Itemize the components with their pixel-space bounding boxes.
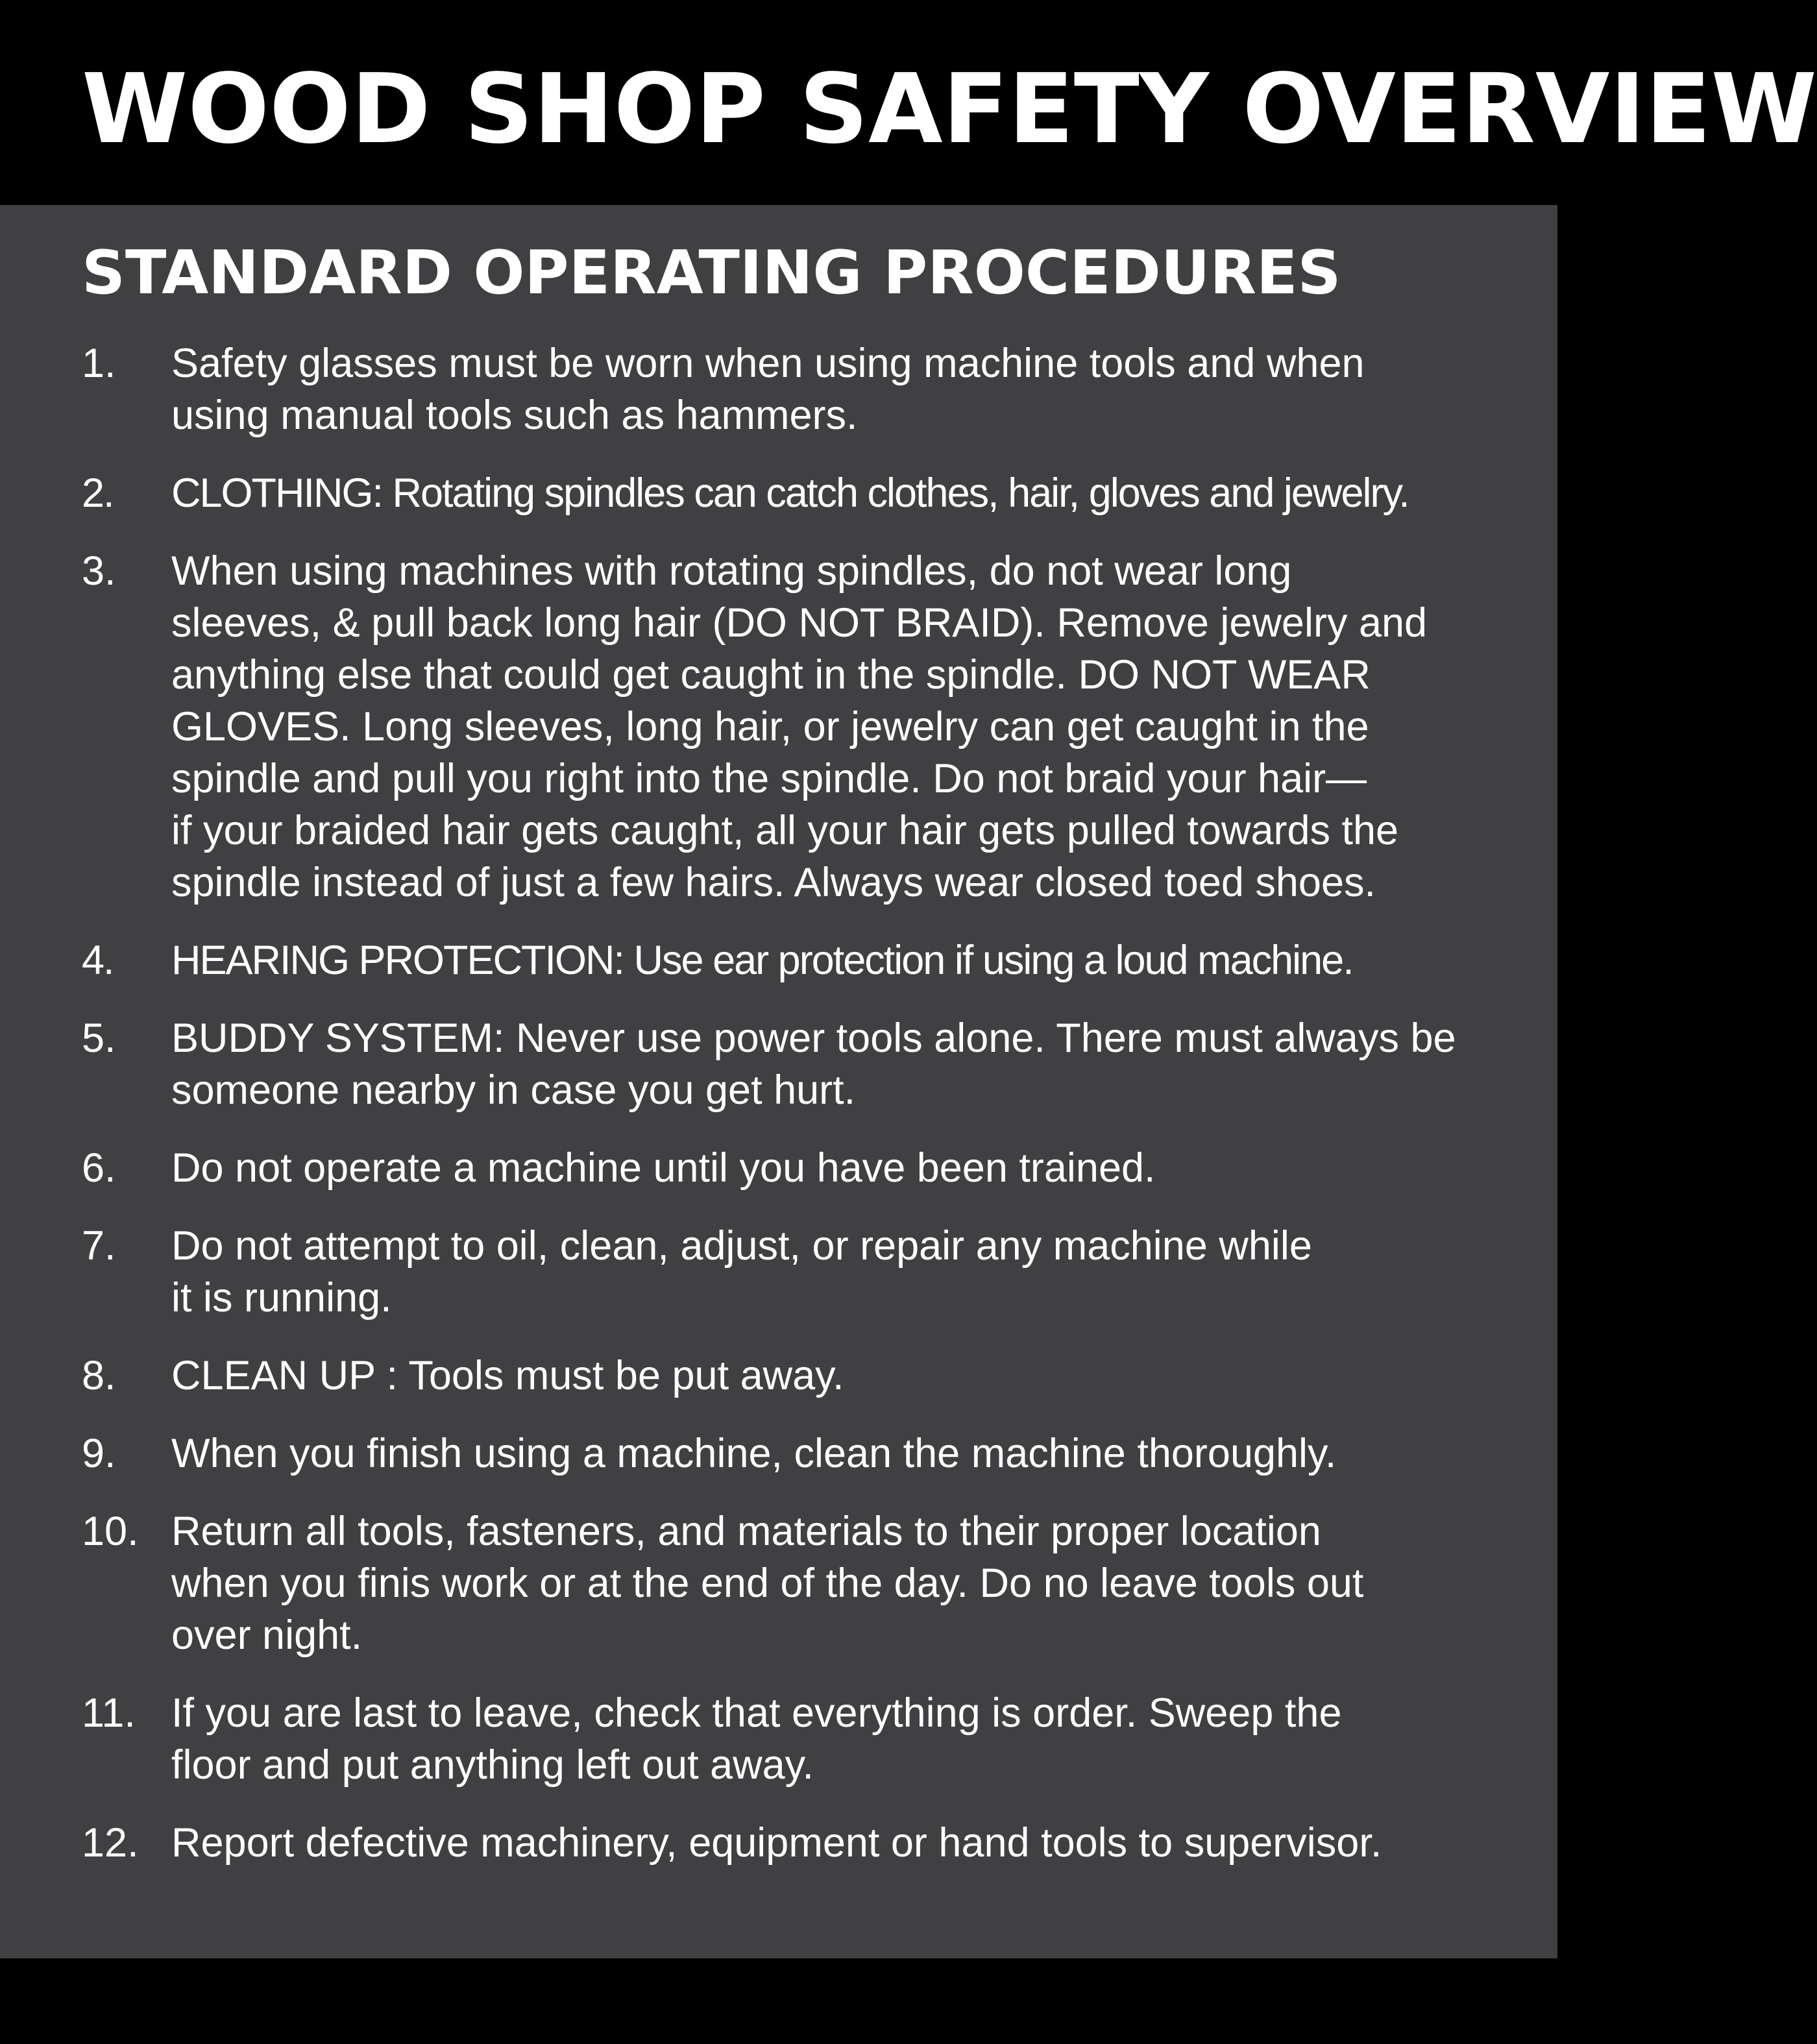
item-text-line: spindle and pull you right into the spindle. Do not braid your hair—	[171, 756, 1367, 801]
item-text	[171, 1142, 1464, 1194]
list-item	[82, 337, 1464, 441]
item-number: 11.	[82, 1690, 136, 1736]
item-text-line: If you are last to leave, check that everything is order. Sweep the	[171, 1690, 1342, 1736]
item-text	[171, 1428, 1464, 1479]
item-text	[171, 1350, 1464, 1402]
item-text-line: When you finish using a machine, clean the machine thoroughly.	[171, 1431, 1337, 1476]
item-text	[171, 1817, 1464, 1869]
item-text	[171, 934, 1464, 986]
item-text-line: When using machines with rotating spindles, do not wear long	[171, 548, 1292, 594]
procedure-list	[82, 337, 1464, 1895]
item-text-line: CLOTHING: Rotating spindles can catch clothes, hair, gloves and jewelry.	[171, 470, 1409, 516]
item-number: 2.	[82, 470, 114, 516]
item-number: 7.	[82, 1223, 116, 1269]
item-text-line: using manual tools such as hammers.	[171, 393, 858, 438]
item-text-line: BUDDY SYSTEM: Never use power tools alone. There must always be	[171, 1016, 1456, 1061]
page-title: WOOD SHOP SAFETY OVERVIEW	[82, 53, 1817, 165]
item-number: 12.	[82, 1820, 139, 1866]
item-number: 8.	[82, 1353, 116, 1398]
item-text-line: over night.	[171, 1612, 363, 1658]
item-number: 6.	[82, 1145, 116, 1191]
list-item	[82, 1817, 1464, 1869]
item-text-line: when you finis work or at the end of the day. Do no leave tools out	[171, 1561, 1364, 1606]
item-number: 1.	[82, 341, 116, 386]
item-text	[171, 467, 1464, 519]
item-text-line: it is running.	[171, 1275, 392, 1320]
list-item	[82, 1142, 1464, 1194]
item-text-line: Do not attempt to oil, clean, adjust, or repair any machine while	[171, 1223, 1312, 1269]
list-item	[82, 467, 1464, 519]
item-text	[171, 337, 1464, 441]
list-item	[82, 934, 1464, 986]
item-text-line: floor and put anything left out away.	[171, 1742, 814, 1788]
item-text-line: sleeves, & pull back long hair (DO NOT BRAID). Remove jewelry and	[171, 600, 1428, 646]
list-item	[82, 1687, 1464, 1791]
item-number: 10.	[82, 1509, 139, 1554]
item-text	[171, 1505, 1464, 1661]
footer-bar	[0, 1958, 1557, 2044]
item-text-line: Safety glasses must be worn when using machine tools and when	[171, 341, 1365, 386]
item-text-line: Do not operate a machine until you have been trained.	[171, 1145, 1156, 1191]
item-text-line: Report defective machinery, equipment or hand tools to supervisor.	[171, 1820, 1382, 1866]
item-text	[171, 1687, 1464, 1791]
list-item	[82, 1428, 1464, 1479]
item-text	[171, 545, 1464, 908]
item-text	[171, 1220, 1464, 1324]
item-number: 3.	[82, 548, 116, 594]
item-number: 9.	[82, 1431, 116, 1476]
item-text-line: anything else that could get caught in the spindle. DO NOT WEAR	[171, 652, 1371, 698]
item-text-line: spindle instead of just a few hairs. Always wear closed toed shoes.	[171, 860, 1376, 905]
item-text-line: HEARING PROTECTION: Use ear protection if using a loud machine.	[171, 938, 1353, 983]
item-text	[171, 1012, 1464, 1116]
list-item	[82, 1220, 1464, 1324]
list-item	[82, 1012, 1464, 1116]
item-text-line: CLEAN UP : Tools must be put away.	[171, 1353, 844, 1398]
list-item	[82, 1505, 1464, 1661]
list-item	[82, 1350, 1464, 1402]
item-number: 5.	[82, 1016, 116, 1061]
item-text-line: GLOVES. Long sleeves, long hair, or jewelry can get caught in the	[171, 704, 1369, 749]
list-item	[82, 545, 1464, 908]
item-number: 4.	[82, 938, 114, 983]
item-text-line: if your braided hair gets caught, all your hair gets pulled towards the	[171, 808, 1399, 853]
item-text-line: Return all tools, fasteners, and materials to their proper location	[171, 1509, 1321, 1554]
item-text-line: someone nearby in case you get hurt.	[171, 1067, 856, 1113]
section-heading: STANDARD OPERATING PROCEDURES	[82, 237, 1341, 308]
